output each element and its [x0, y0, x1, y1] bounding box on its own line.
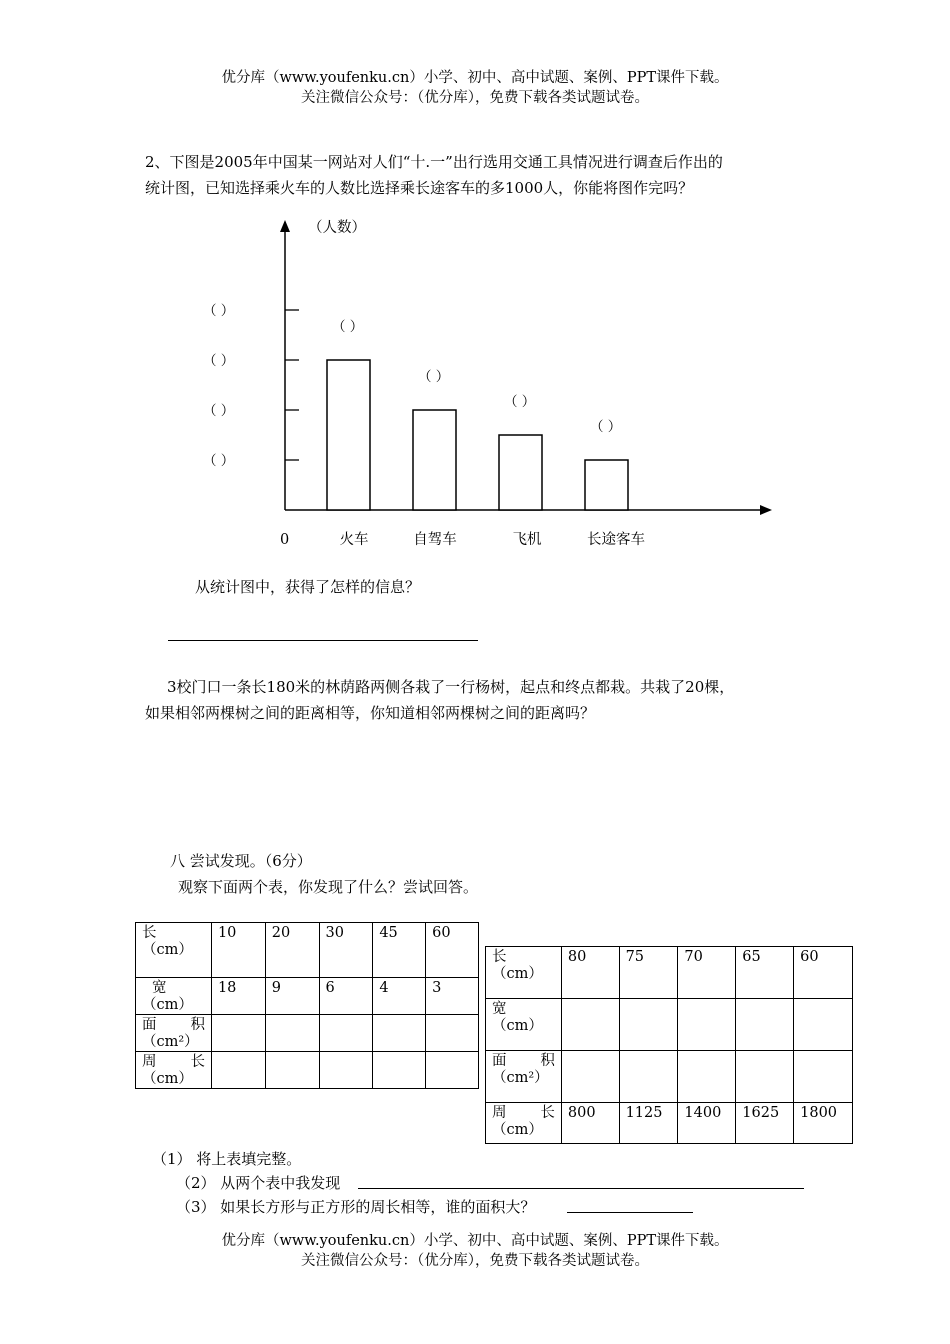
table-1-row-area: [136, 1015, 479, 1052]
bar-1: [327, 360, 370, 510]
table-1-blank-cell[interactable]: [373, 1015, 426, 1052]
table-2-blank-cell[interactable]: [794, 999, 853, 1051]
table-2: [485, 946, 853, 1144]
table-2-cell: 1625: [736, 1103, 794, 1144]
table-1-blank-cell[interactable]: [265, 1015, 319, 1052]
x-axis-arrow: [760, 505, 772, 515]
table-2-cell: 75: [619, 947, 678, 999]
table-2-label-length: 长 （cm）: [486, 947, 562, 999]
table-2-blank-cell[interactable]: [736, 1051, 794, 1103]
bar-chart: [180, 210, 780, 560]
table-1-cell: 60: [426, 923, 479, 978]
category-label: 自驾车: [413, 532, 457, 548]
table-1-cell: 9: [265, 978, 319, 1015]
table-2-cell: 1125: [619, 1103, 678, 1144]
bar-2: [413, 410, 456, 510]
q2-text-line-1: 2、下图是2005年中国某一网站对人们“十.一”出行选用交通工具情况进行调查后作出的: [145, 153, 723, 171]
table-2-cell: 60: [794, 947, 853, 999]
table-1-blank-cell[interactable]: [426, 1052, 479, 1089]
table-1-blank-cell[interactable]: [426, 1015, 479, 1052]
table-1-blank-cell[interactable]: [211, 1052, 265, 1089]
header-line-2: 关注微信公众号：（优分库），免费下载各类试题试卷。: [301, 90, 649, 106]
chart-info-answer-line[interactable]: [168, 640, 478, 641]
table-1-row-width: [136, 978, 479, 1015]
table-2-label-area: 面 积 （cm²）: [486, 1051, 562, 1103]
q3-text-line-2: 如果相邻两棵树之间的距离相等，你知道相邻两棵树之间的距离吗？: [145, 704, 596, 722]
table-1-row-length: [136, 923, 479, 978]
y-tick-blank-label[interactable]: （ ）: [203, 403, 235, 419]
table-2-label-perimeter: 周 长 （cm）: [486, 1103, 562, 1144]
footer-line-1: 优分库（www.youfenku.cn）小学、初中、高中试题、案例、PPT课件下载。: [221, 1233, 729, 1249]
table-2-row-width: [486, 999, 853, 1051]
section-8-title: 八 尝试发现。（6分）: [170, 852, 312, 870]
table-1-cell: 4: [373, 978, 426, 1015]
q2-answer-line[interactable]: [358, 1188, 804, 1189]
table-1-cell: 30: [319, 923, 373, 978]
table-2-label-width: 宽 （cm）: [486, 999, 562, 1051]
table-2-blank-cell[interactable]: [678, 999, 736, 1051]
table-1-cell: 10: [211, 923, 265, 978]
table-1-row-perimeter: [136, 1052, 479, 1089]
table-2-blank-cell[interactable]: [619, 1051, 678, 1103]
table-2-blank-cell[interactable]: [794, 1051, 853, 1103]
table-1-cell: 6: [319, 978, 373, 1015]
category-label: 长途客车: [587, 532, 645, 548]
section-8-q3: （3） 如果长方形与正方形的周长相等，谁的面积大？: [176, 1198, 536, 1216]
table-1-label-width: 宽 （cm）: [136, 978, 212, 1015]
table-2-cell: 80: [561, 947, 619, 999]
bar-value-blank-label[interactable]: （ ）: [504, 394, 536, 410]
table-1-blank-cell[interactable]: [373, 1052, 426, 1089]
section-8-q2: （2） 从两个表中我发现: [176, 1174, 341, 1192]
bar-value-blank-label[interactable]: （ ）: [418, 369, 450, 385]
table-1-cell: 20: [265, 923, 319, 978]
y-tick-blank-label[interactable]: （ ）: [203, 453, 235, 469]
section-8-q1: （1） 将上表填完整。: [152, 1150, 302, 1168]
table-1-cell: 18: [211, 978, 265, 1015]
table-2-row-area: [486, 1051, 853, 1103]
section-8-intro: 观察下面两个表，你发现了什么？尝试回答。: [178, 878, 479, 896]
category-label: 火车: [339, 532, 369, 548]
y-axis-label: （人数）: [308, 220, 366, 236]
table-1-blank-cell[interactable]: [319, 1052, 373, 1089]
bar-value-blank-label[interactable]: （ ）: [590, 419, 622, 435]
table-1-cell: 3: [426, 978, 479, 1015]
q2-text-line-2: 统计图，已知选择乘火车的人数比选择乘长途客车的多1000人，你能将图作完吗？: [145, 179, 694, 197]
table-1-label-perimeter: 周 长 （cm）: [136, 1052, 212, 1089]
table-2-cell: 800: [561, 1103, 619, 1144]
table-2-blank-cell[interactable]: [561, 1051, 619, 1103]
table-1-label-area: 面 积 （cm²）: [136, 1015, 212, 1052]
table-2-blank-cell[interactable]: [619, 999, 678, 1051]
table-2-blank-cell[interactable]: [561, 999, 619, 1051]
table-1-blank-cell[interactable]: [211, 1015, 265, 1052]
bar-4: [585, 460, 628, 510]
chart-info-prompt: 从统计图中，获得了怎样的信息？: [195, 578, 421, 596]
category-label: 飞机: [512, 532, 542, 548]
table-2-blank-cell[interactable]: [736, 999, 794, 1051]
table-2-cell: 1400: [678, 1103, 736, 1144]
bar-value-blank-label[interactable]: （ ）: [332, 319, 364, 335]
table-1-blank-cell[interactable]: [265, 1052, 319, 1089]
table-2-cell: 70: [678, 947, 736, 999]
q3-answer-line[interactable]: [567, 1212, 693, 1213]
footer-line-2: 关注微信公众号：（优分库），免费下载各类试题试卷。: [301, 1253, 649, 1269]
table-2-blank-cell[interactable]: [678, 1051, 736, 1103]
y-tick-blank-label[interactable]: （ ）: [203, 303, 235, 319]
table-1-cell: 45: [373, 923, 426, 978]
table-2-row-length: [486, 947, 853, 999]
table-2-cell: 65: [736, 947, 794, 999]
table-1-label-length: 长 （cm）: [136, 923, 212, 978]
table-1: [135, 922, 479, 1089]
table-2-row-perimeter: [486, 1103, 853, 1144]
table-2-cell: 1800: [794, 1103, 853, 1144]
bar-3: [499, 435, 542, 510]
table-1-blank-cell[interactable]: [319, 1015, 373, 1052]
y-axis-arrow: [280, 220, 290, 232]
q3-text-line-1: 3校门口一条长180米的林荫路两侧各栽了一行杨树，起点和终点都栽。共栽了20棵，: [167, 678, 735, 696]
header-line-1: 优分库（www.youfenku.cn）小学、初中、高中试题、案例、PPT课件下载。: [221, 70, 729, 86]
origin-label: 0: [280, 532, 290, 548]
y-tick-blank-label[interactable]: （ ）: [203, 353, 235, 369]
